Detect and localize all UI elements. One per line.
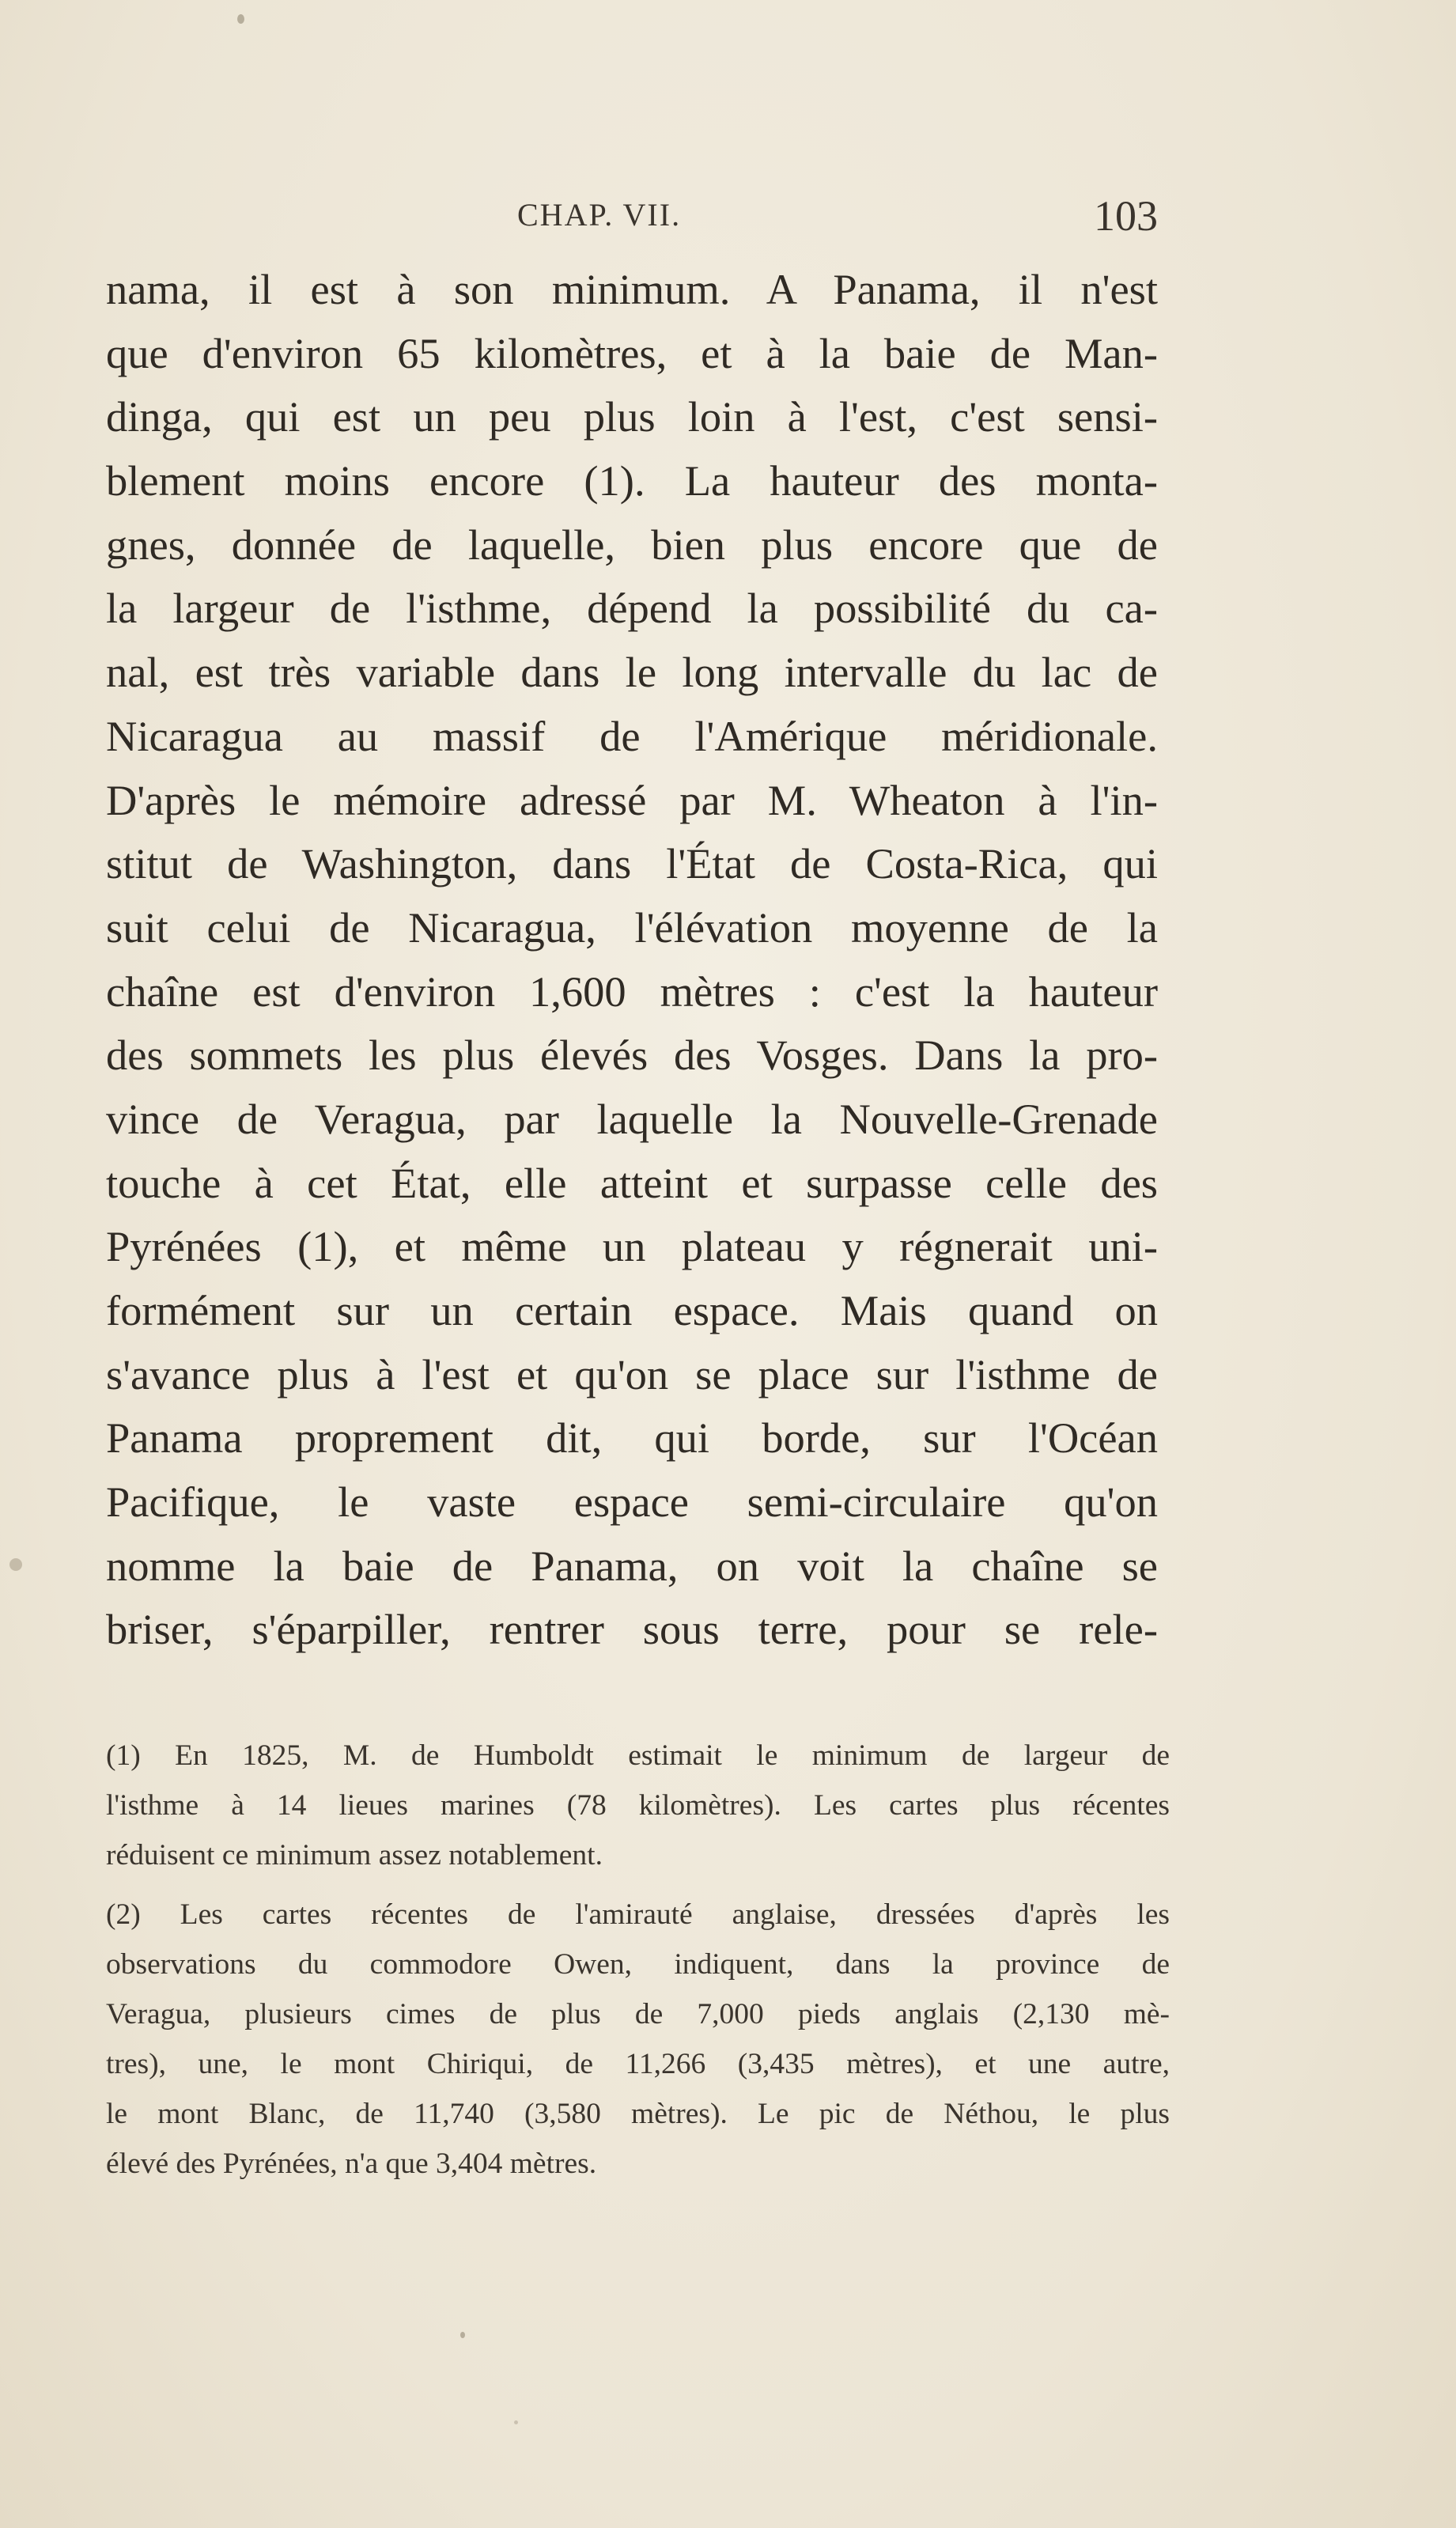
text-line: chaîne est d'environ 1,600 mètres : c'est la hauteur bbox=[106, 967, 1158, 1016]
footnote-line: (1) En 1825, M. de Humboldt estimait le minimum de largeur de bbox=[106, 1739, 1170, 1772]
text-line: nal, est très variable dans le long intervalle du lac de bbox=[106, 648, 1158, 697]
footnote-line: tres), une, le mont Chiriqui, de 11,266 (3,435 mètres), et une autre, bbox=[106, 2048, 1170, 2080]
footnote-2 bbox=[106, 1890, 1170, 2189]
text-line: stitut de Washington, dans l'État de Costa-Rica, qui bbox=[106, 839, 1158, 888]
text-line: gnes, donnée de laquelle, bien plus encore que de bbox=[106, 520, 1158, 569]
running-head: CHAP. VII. bbox=[517, 197, 682, 233]
text-line: formément sur un certain espace. Mais quand on bbox=[106, 1286, 1158, 1334]
text-line: s'avance plus à l'est et qu'on se place sur l'isthme de bbox=[106, 1349, 1158, 1398]
ink-speck bbox=[460, 2332, 465, 2338]
footnotes bbox=[106, 1731, 1170, 2189]
text-line: que d'environ 65 kilomètres, et à la baie de Man- bbox=[106, 328, 1158, 377]
footnote-line: l'isthme à 14 lieues marines (78 kilomètres). Les cartes plus récentes bbox=[106, 1789, 1170, 1822]
text-line: Pacifique, le vaste espace semi-circulaire qu'on bbox=[106, 1478, 1158, 1527]
footnote-1 bbox=[106, 1731, 1170, 1880]
footnote-line: Veragua, plusieurs cimes de plus de 7,000 pieds anglais (2,130 mè- bbox=[106, 1998, 1170, 2030]
text-line: Pyrénées (1), et même un plateau y régnerait uni- bbox=[106, 1222, 1158, 1271]
footnote-line: observations du commodore Owen, indiquent, dans la province de bbox=[106, 1948, 1170, 1981]
ink-speck bbox=[9, 1558, 22, 1571]
text-line: blement moins encore (1). La hauteur des monta- bbox=[106, 456, 1158, 505]
text-line: vince de Veragua, par laquelle la Nouvelle-Grenade bbox=[106, 1094, 1158, 1143]
page-header bbox=[106, 191, 1158, 247]
text-line: nomme la baie de Panama, on voit la chaîne se bbox=[106, 1541, 1158, 1590]
page-number: 103 bbox=[1094, 192, 1158, 240]
text-line: suit celui de Nicaragua, l'élévation moyenne de la bbox=[106, 903, 1158, 952]
text-line: des sommets les plus élevés des Vosges. Dans la pro- bbox=[106, 1031, 1158, 1080]
main-text bbox=[106, 258, 1158, 1662]
text-line: Nicaragua au massif de l'Amérique méridionale. bbox=[106, 711, 1158, 760]
text-line: Panama proprement dit, qui borde, sur l'Océan bbox=[106, 1413, 1158, 1463]
text-line: briser, s'éparpiller, rentrer sous terre, pour se rele- bbox=[106, 1605, 1158, 1654]
text-line: la largeur de l'isthme, dépend la possibilité du ca- bbox=[106, 584, 1158, 633]
ink-speck bbox=[237, 14, 244, 24]
footnote-line: (2) Les cartes récentes de l'amirauté anglaise, dressées d'après les bbox=[106, 1898, 1170, 1931]
text-line: D'après le mémoire adressé par M. Wheaton à l'in- bbox=[106, 775, 1158, 824]
text-line: dinga, qui est un peu plus loin à l'est, c'est sensi- bbox=[106, 392, 1158, 441]
ink-speck bbox=[514, 2420, 518, 2424]
footnote-line: réduisent ce minimum assez notablement. bbox=[106, 1839, 603, 1871]
footnote-line: le mont Blanc, de 11,740 (3,580 mètres). Le pic de Néthou, le plus bbox=[106, 2098, 1170, 2130]
text-line: nama, il est à son minimum. A Panama, il n'est bbox=[106, 265, 1158, 313]
text-line: touche à cet État, elle atteint et surpasse celle des bbox=[106, 1158, 1158, 1207]
footnote-line: élevé des Pyrénées, n'a que 3,404 mètres. bbox=[106, 2148, 597, 2180]
